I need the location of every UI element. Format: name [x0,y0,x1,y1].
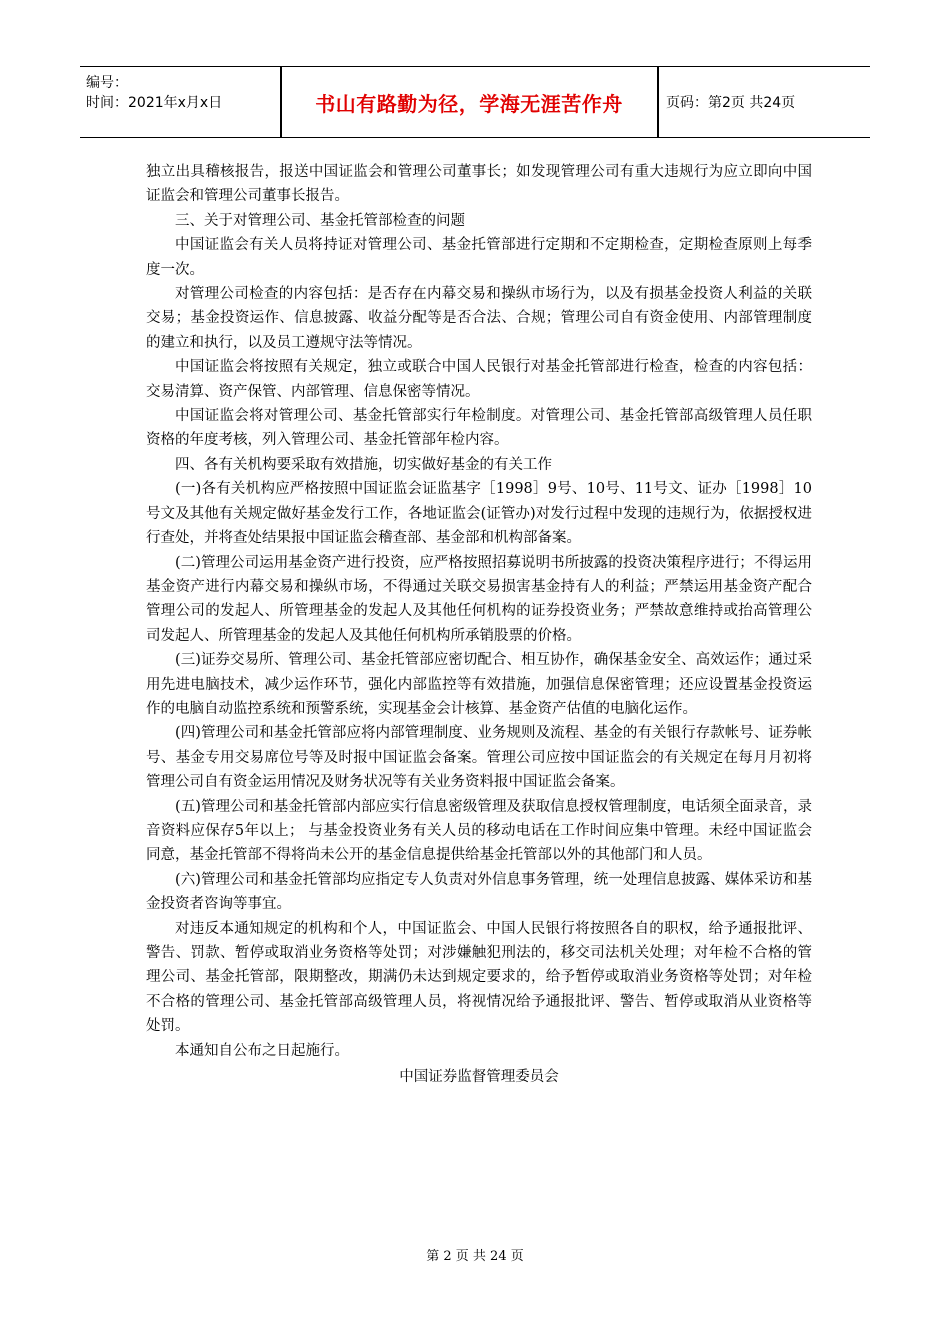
header-number-label: 编号： [86,75,128,91]
paragraph-item-3: (三)证券交易所、管理公司、基金托管部应密切配合、相互协作，确保基金安全、高效运作；通过采用先进电脑技术，减少运作环节，强化内部监控等有效措施，加强信息保密管理；还应设置基金投资运作的电脑自动监控系统和预警系统，实现基金会计核算、基金资产估值的电脑化运作。 [146,652,812,717]
page-header [80,66,870,138]
header-page-label: 页码：第2页 共24页 [666,95,796,111]
section-heading-4: 四、各有关机构要采取有效措施，切实做好基金的有关工作 [175,456,552,473]
paragraph-penalties: 对违反本通知规定的机构和个人，中国证监会、中国人民银行将按照各自的职权，给予通报批评、警告、罚款、暂停或取消业务资格等处罚；对涉嫌触犯刑法的，移交司法机关处理；对年检不合格的管理公司、基金托管部，限期整改，期满仍未达到规定要求的，给予暂停或取消业务资格等处罚；对年检不合格的管理公司、基金托管部高级管理人员，将视情况给予通报批评、警告、暂停或取消从业资格等处罚。 [146,920,812,1035]
header-meta [80,67,280,137]
paragraph-item-4: (四)管理公司和基金托管部应将内部管理制度、业务规则及流程、基金的有关银行存款帐号、证券帐号、基金专用交易席位号等及时报中国证监会备案。管理公司应按中国证监会的有关规定在每月月初将管理公司自有资金运用情况及财务状况等有关业务资料报中国证监会备案。 [146,725,812,791]
paragraph-continued: 独立出具稽核报告，报送中国证监会和管理公司董事长；如发现管理公司有重大违规行为应立即向中国证监会和管理公司董事长报告。 [146,164,812,205]
paragraph-item-1: (一)各有关机构应严格按照中国证监会证监基字［1998］9号、10号、11号文、证办［1998］10号文及其他有关规定做好基金发行工作，各地证监会(证管办)对发行过程中发现的违规行为，依据授权进行查处，并将查处结果报中国证监会稽查部、基金部和机构部备案。 [146,481,812,547]
paragraph: 中国证监会将对管理公司、基金托管部实行年检制度。对管理公司、基金托管部高级管理人员任职资格的年度考核，列入管理公司、基金托管部年检内容。 [146,408,812,449]
paragraph-item-2: (二)管理公司运用基金资产进行投资，应严格按照招募说明书所披露的投资决策程序进行；不得运用基金资产进行内幕交易和操纵市场，不得通过关联交易损害基金持有人的利益；严禁运用基金资产配合管理公司的发起人、所管理基金的发起人及其他任何机构的证券投资业务；严禁故意维持或抬高管理公司发起人、所管理基金的发起人及其他任何机构所承销股票的价格。 [146,554,812,644]
page-footer: 第 2 页 共 24 页 [426,1249,524,1264]
paragraph: 对管理公司检查的内容包括：是否存在内幕交易和操纵市场行为，以及有损基金投资人利益的关联交易；基金投资运作、信息披露、收益分配等是否合法、合规；管理公司自有资金使用、内部管理制度的建立和执行，以及员工遵规守法等情况。 [146,286,812,351]
paragraph: 中国证监会将按照有关规定，独立或联合中国人民银行对基金托管部进行检查，检查的内容包括：交易清算、资产保管、内部管理、信息保密等情况。 [146,359,812,400]
header-motto: 书山有路勤为径，学海无涯苦作舟 [315,91,623,116]
signature: 中国证券监督管理委员会 [399,1069,559,1086]
paragraph-item-6: (六)管理公司和基金托管部均应指定专人负责对外信息事务管理，统一处理信息披露、媒体采访和基金投资者咨询等事宜。 [146,871,812,913]
paragraph-item-5: (五)管理公司和基金托管部内部应实行信息密级管理及获取信息授权管理制度，电话须全面录音，录音资料应保存5年以上； 与基金投资业务有关人员的移动电话在工作时间应集中管理。未经中国证监会同意，基金托管部不得将尚未公开的基金信息提供给基金托管部以外的其他部门和人员。 [146,798,812,864]
section-heading-3: 三、关于对管理公司、基金托管部检查的问题 [175,212,465,229]
paragraph-effective: 本通知自公布之日起施行。 [175,1042,349,1059]
paragraph: 中国证监会有关人员将持证对管理公司、基金托管部进行定期和不定期检查，定期检查原则上每季度一次。 [146,237,812,278]
document-body [146,160,812,1089]
header-time-label: 时间：2021年x月x日 [86,95,223,111]
